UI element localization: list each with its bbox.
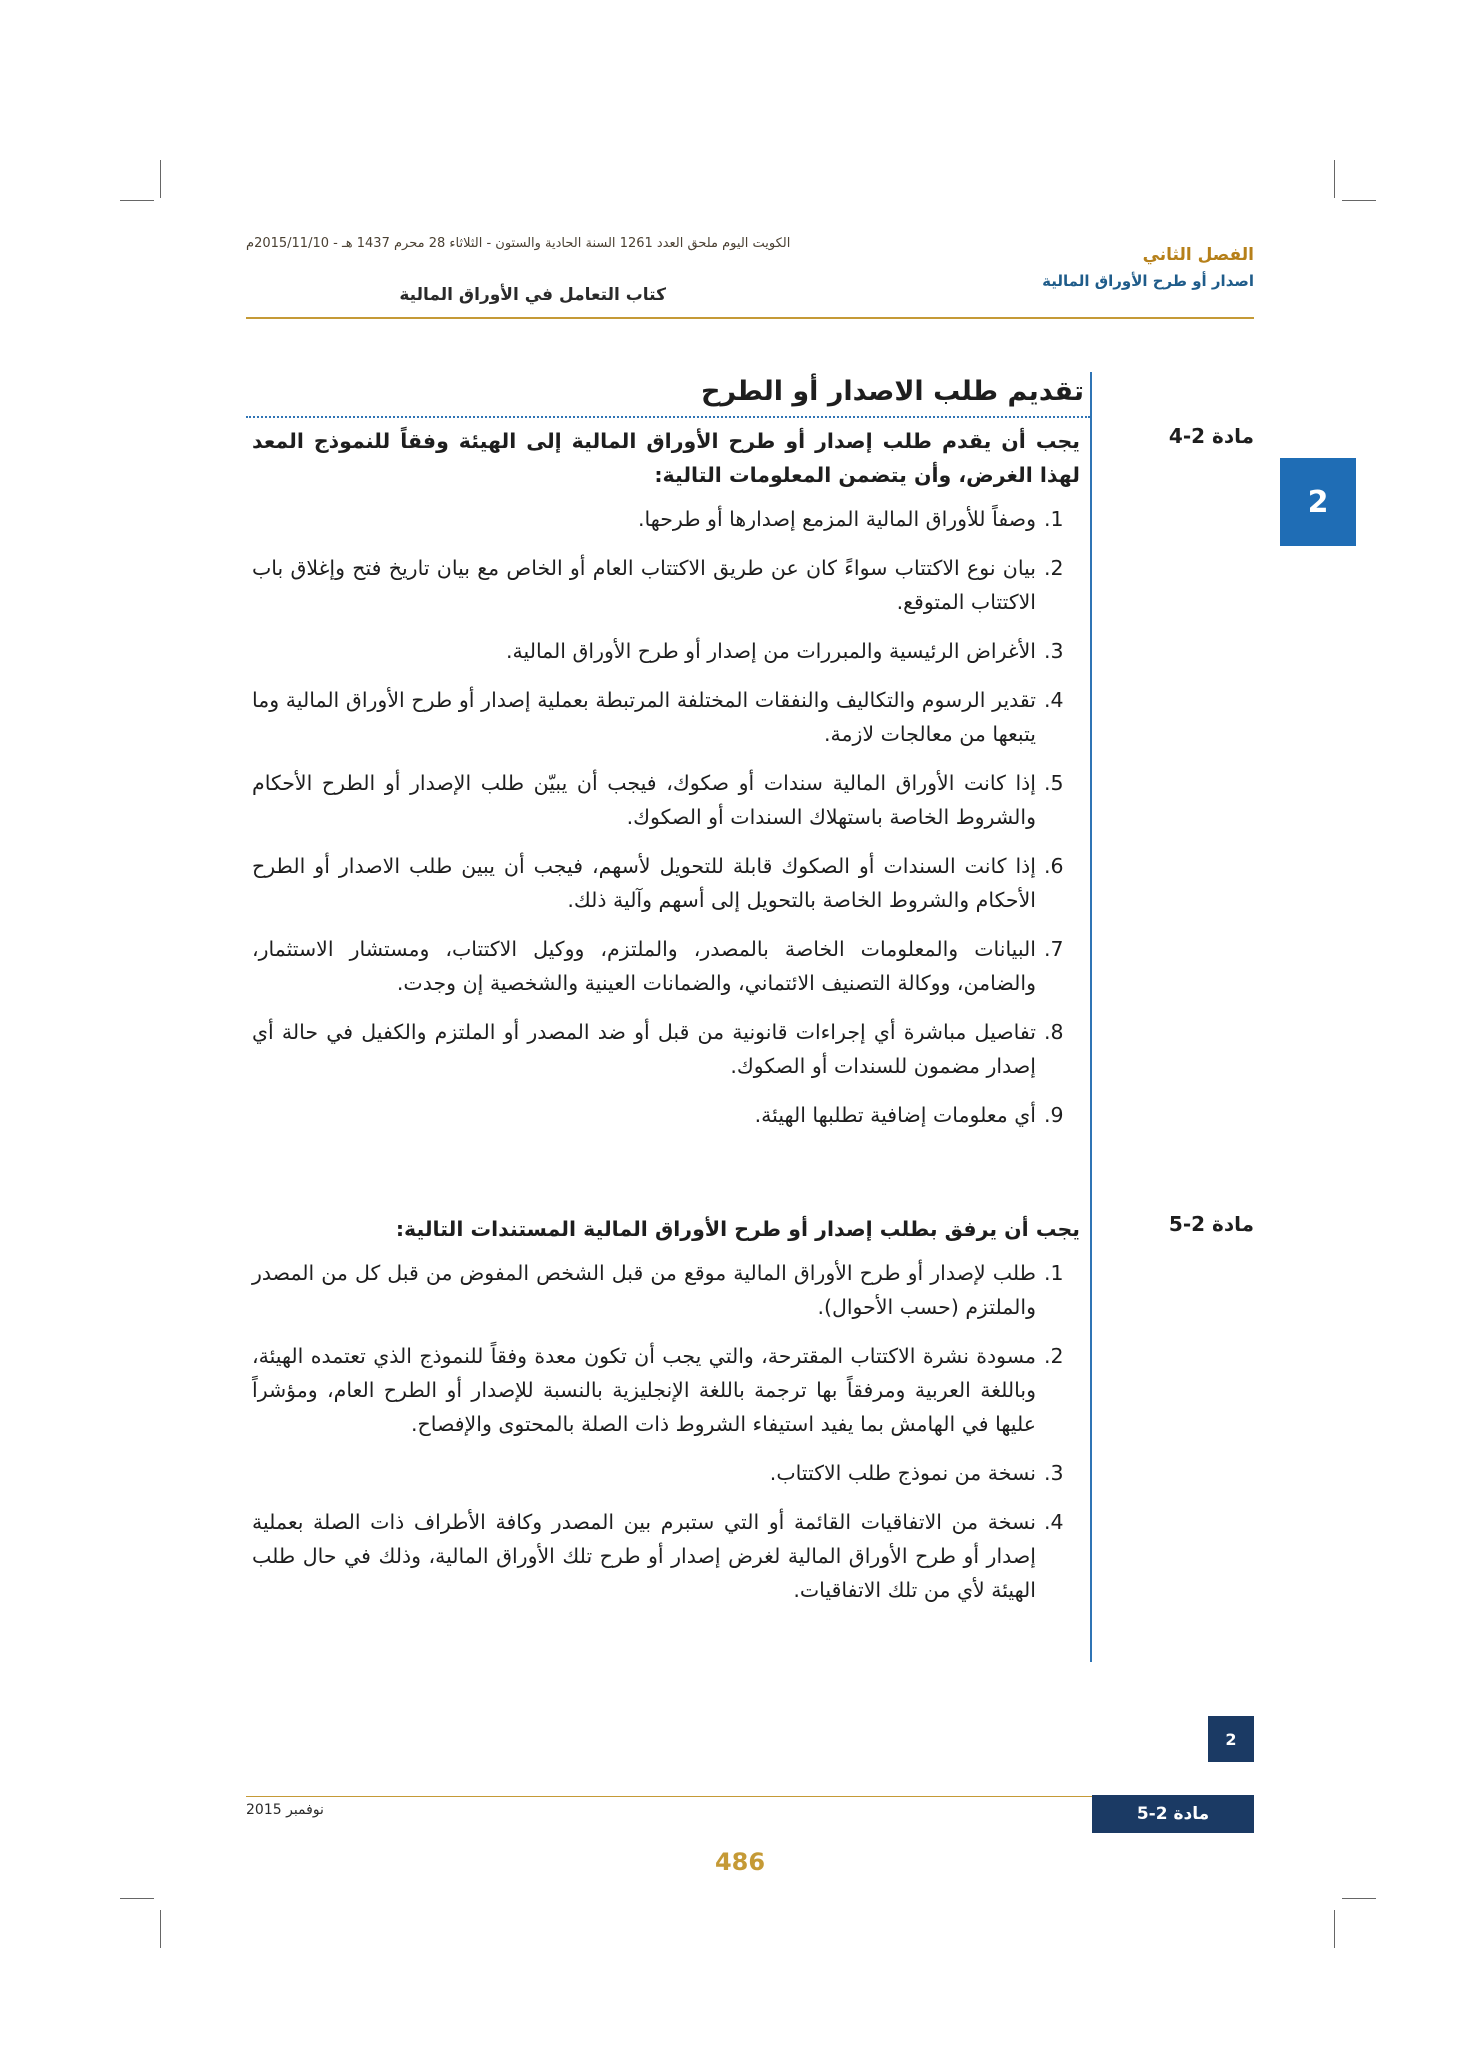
item-number: 3.: [1044, 1461, 1064, 1485]
crop-mark: [120, 200, 154, 201]
item-text: أي معلومات إضافية تطلبها الهيئة.: [754, 1103, 1036, 1127]
item-text: نسخة من نموذج طلب الاكتتاب.: [769, 1461, 1036, 1485]
item-number: 1.: [1044, 1261, 1064, 1285]
item-number: 5.: [1044, 771, 1064, 795]
item-number: 6.: [1044, 854, 1064, 878]
section-heading: تقديم طلب الاصدار أو الطرح: [701, 376, 1084, 407]
item-text: تقدير الرسوم والتكاليف والنفقات المختلفة المرتبطة بعملية إصدار أو طرح الأوراق المالية وما يتبعها من معالجات لازمة.: [252, 688, 1036, 746]
article-item-list: [252, 502, 1080, 1132]
list-item: [252, 1256, 1080, 1324]
crop-mark: [1342, 1898, 1376, 1899]
item-number: 2.: [1044, 1344, 1064, 1368]
item-number: 8.: [1044, 1020, 1064, 1044]
item-number: 1.: [1044, 507, 1064, 531]
article-body: [252, 1212, 1080, 1622]
item-number: 9.: [1044, 1103, 1064, 1127]
list-item: [252, 1339, 1080, 1441]
book-title: كتاب التعامل في الأوراق المالية: [399, 285, 666, 305]
crop-mark: [120, 1898, 154, 1899]
item-text: تفاصيل مباشرة أي إجراءات قانونية من قبل أو ضد المصدر أو الملتزم والكفيل في حالة أي إصدار مضمون للسندات أو الصكوك.: [252, 1020, 1036, 1078]
article-label: مادة 2-5: [1168, 1212, 1254, 1236]
item-text: طلب لإصدار أو طرح الأوراق المالية موقع من قبل الشخص المفوض من قبل كل من المصدر والملتزم (حسب الأحوال).: [252, 1261, 1036, 1319]
item-text: مسودة نشرة الاكتتاب المقترحة، والتي يجب أن تكون معدة وفقاً للنموذج الذي تعتمده الهيئة، وباللغة العربية ومرفقاً بها ترجمة باللغة الإنجليزية بالنسبة للإصدار أو الطرح العام، ومؤشراً عليها في الهامش بما يفيد استيفاء الشروط ذات الصلة بالمحتوى والإفصاح.: [252, 1344, 1036, 1436]
chapter-heading: [874, 242, 1254, 294]
item-number: 7.: [1044, 937, 1064, 961]
content-margin-line: [1090, 372, 1092, 1662]
article-body: [252, 424, 1080, 1147]
list-item: [252, 766, 1080, 834]
item-text: نسخة من الاتفاقيات القائمة أو التي ستبرم بين المصدر وكافة الأطراف ذات الصلة بعملية إصدار أو طرح الأوراق المالية لغرض إصدار أو طرح تلك الأوراق المالية، وذلك في حال طلب الهيئة لأي من تلك الاتفاقيات.: [252, 1510, 1036, 1602]
footer-date: نوفمبر 2015: [246, 1802, 324, 1818]
item-number: 3.: [1044, 639, 1064, 663]
chapter-tab: 2: [1280, 458, 1356, 546]
item-text: وصفاً للأوراق المالية المزمع إصدارها أو طرحها.: [638, 507, 1036, 531]
footer-divider: [246, 1796, 1092, 1797]
page-number: 486: [714, 1848, 766, 1876]
item-text: إذا كانت الأوراق المالية سندات أو صكوك، فيجب أن يبيّن طلب الإصدار أو الطرح الأحكام والشروط الخاصة باستهلاك السندات أو الصكوك.: [252, 771, 1036, 829]
article-intro: يجب أن يرفق بطلب إصدار أو طرح الأوراق المالية المستندات التالية:: [395, 1217, 1080, 1241]
article-item-list: [252, 1256, 1080, 1607]
list-item: [252, 551, 1080, 619]
list-item: [252, 634, 1080, 668]
list-item: [252, 1098, 1080, 1132]
page-badge: 2: [1208, 1716, 1254, 1762]
list-item: [252, 1456, 1080, 1490]
item-text: بيان نوع الاكتتاب سواءً كان عن طريق الاكتتاب العام أو الخاص مع بيان تاريخ فتح وإغلاق باب الاكتتاب المتوقع.: [252, 556, 1036, 614]
item-number: 4.: [1044, 688, 1064, 712]
crop-mark: [1342, 200, 1376, 201]
item-text: الأغراض الرئيسية والمبررات من إصدار أو طرح الأوراق المالية.: [506, 639, 1036, 663]
list-item: [252, 1505, 1080, 1607]
item-number: 4.: [1044, 1510, 1064, 1534]
crop-mark: [160, 1910, 161, 1948]
crop-mark: [1334, 160, 1335, 198]
chapter-title: الفصل الثاني: [1142, 245, 1254, 265]
footer-article-tab: مادة 2-5: [1092, 1795, 1254, 1833]
item-text: البيانات والمعلومات الخاصة بالمصدر، والملتزم، ووكيل الاكتتاب، ومستشار الاستثمار، والضامن، ووكالة التصنيف الائتماني، والضمانات العينية والشخصية إن وجدت.: [252, 937, 1036, 995]
article-intro: يجب أن يقدم طلب إصدار أو طرح الأوراق المالية إلى الهيئة وفقاً للنموذج المعد لهذا الغرض، وأن يتضمن المعلومات التالية:: [252, 429, 1080, 487]
section-dotted-divider: [246, 416, 1090, 418]
list-item: [252, 932, 1080, 1000]
crop-mark: [160, 160, 161, 198]
crop-mark: [1334, 1910, 1335, 1948]
list-item: [252, 502, 1080, 536]
article-label: مادة 2-4: [1168, 424, 1254, 448]
item-number: 2.: [1044, 556, 1064, 580]
list-item: [252, 1015, 1080, 1083]
chapter-subtitle: اصدار أو طرح الأوراق المالية: [1042, 272, 1254, 290]
list-item: [252, 683, 1080, 751]
gazette-issue-line: الكويت اليوم ملحق العدد 1261 السنة الحادية والستون - الثلاثاء 28 محرم 1437 هـ - 2015/11/10م: [246, 236, 791, 251]
list-item: [252, 849, 1080, 917]
header-divider: [246, 317, 1254, 319]
item-text: إذا كانت السندات أو الصكوك قابلة للتحويل لأسهم، فيجب أن يبين طلب الاصدار أو الطرح الأحكام والشروط الخاصة بالتحويل إلى أسهم وآلية ذلك.: [252, 854, 1036, 912]
